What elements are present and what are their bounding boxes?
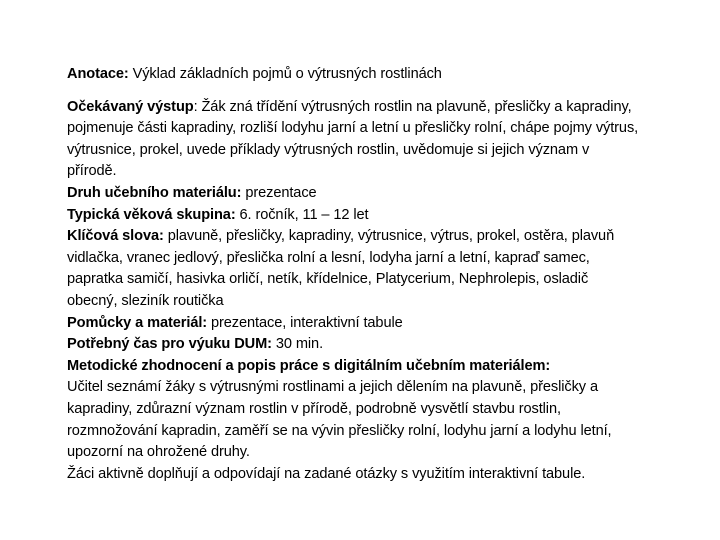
- material-type-paragraph: [67, 183, 642, 205]
- expected-output-label: Očekávaný výstup: [67, 98, 194, 115]
- document-page: [67, 64, 642, 485]
- aids-label: Pomůcky a materiál:: [67, 314, 208, 331]
- time-label: Potřebný čas pro výuku DUM:: [67, 336, 272, 353]
- keywords-label: Klíčová slova:: [67, 228, 164, 245]
- material-type-label: Druh učebního materiálu:: [67, 184, 242, 201]
- annotation-paragraph: [67, 64, 642, 86]
- paragraph-spacer: [67, 86, 642, 97]
- methodology-value-2: Žáci aktivně doplňují a odpovídají na zadané otázky s využitím interaktivní tabule.: [67, 465, 586, 482]
- expected-output-value: : Žák zná třídění výtrusných rostlin na plavuně, přesličky a kapradiny, pojmenuje části kapradiny, rozliší lodyhu jarní a letní u přesličky rolní, chápe pojmy výtrus, výtrusnice, prokel, uvede příklady výtrusných rostlin, uvědomuje si jejich význam v přírodě.: [67, 98, 639, 180]
- age-group-label: Typická věková skupina:: [67, 206, 236, 223]
- methodology-paragraph-2: [67, 464, 642, 486]
- time-value: 30 min.: [271, 336, 324, 353]
- methodology-paragraph: [67, 377, 642, 463]
- annotation-label: Anotace:: [67, 66, 129, 82]
- annotation-value: Výklad základních pojmů o výtrusných rostlinách: [128, 66, 442, 82]
- methodology-heading: [67, 356, 642, 378]
- aids-value: prezentace, interaktivní tabule: [207, 314, 403, 331]
- methodology-value: Učitel seznámí žáky s výtrusnými rostlinami a jejich dělením na plavuně, přesličky a kapradiny, zdůrazní význam rostlin v přírodě, podrobně vysvětlí stavbu rostlin, rozmnožování kapradin, zaměří se na vývin přesličky rolní, lodyhu jarní a lodyhu letní, upozorní na ohrožené druhy.: [67, 379, 612, 461]
- aids-paragraph: [67, 313, 642, 335]
- age-group-paragraph: [67, 205, 642, 227]
- methodology-label: Metodické zhodnocení a popis práce s digitálním učebním materiálem:: [67, 357, 551, 374]
- expected-output-paragraph: [67, 97, 642, 183]
- time-paragraph: [67, 334, 642, 356]
- age-group-value: 6. ročník, 11 – 12 let: [235, 206, 369, 223]
- material-type-value: prezentace: [241, 184, 317, 201]
- keywords-value: plavuně, přesličky, kapradiny, výtrusnice, výtrus, prokel, ostěra, plavuň vidlačka, vranec jedlový, přeslička rolní a lesní, lodyha jarní a letní, kapraď samec, papratka samičí, hasivka orličí, netík, křídelnice, Platycerium, Nephrolepis, osladič obecný, sleziník routička: [67, 228, 615, 309]
- keywords-paragraph: [67, 226, 642, 312]
